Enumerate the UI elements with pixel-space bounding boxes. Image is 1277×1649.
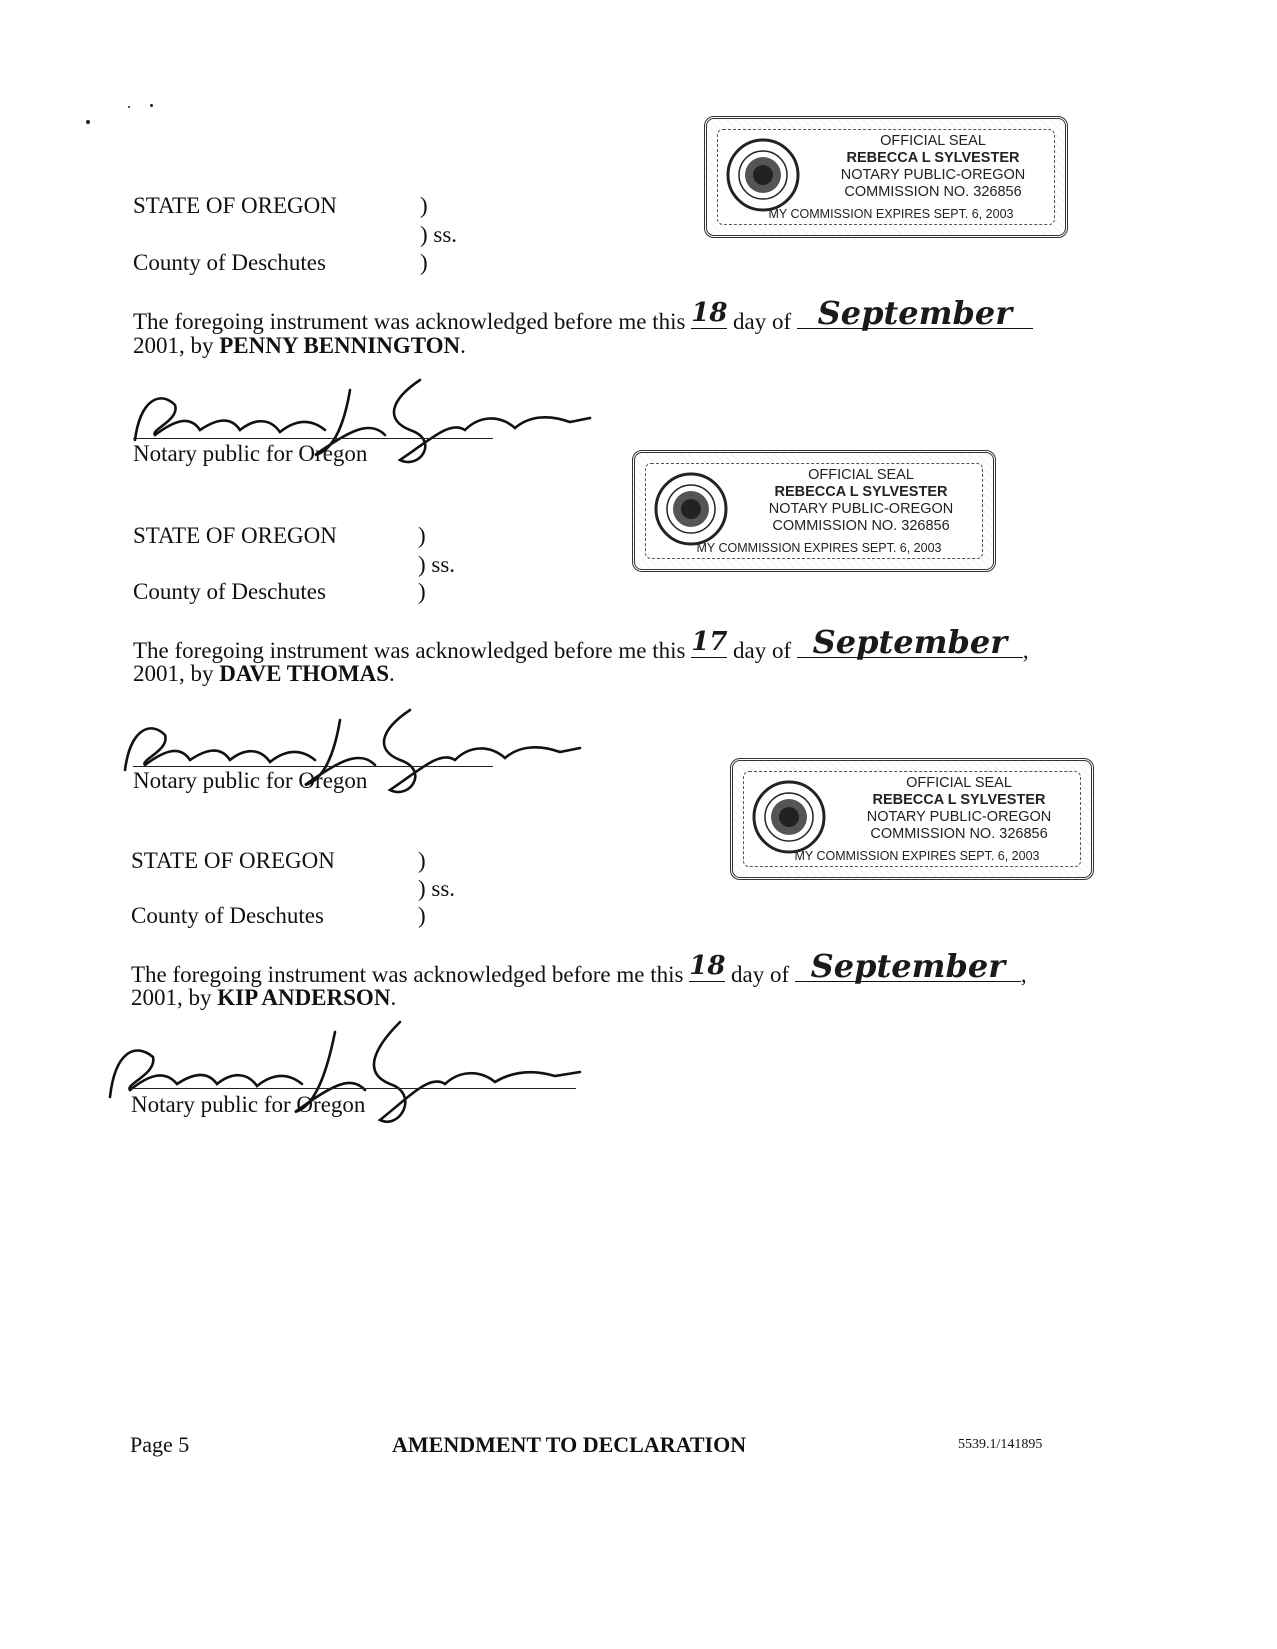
year-by-text: 2001, by [133, 333, 214, 358]
year-by-text: 2001, by [131, 985, 212, 1010]
seal-office: NOTARY PUBLIC-OREGON [840, 167, 1026, 183]
state-label: STATE OF OREGON [133, 523, 337, 548]
state-seal-emblem-icon [653, 471, 729, 547]
state-seal-emblem-icon [751, 779, 827, 855]
venue-ss: ) ss. [418, 876, 456, 901]
month-handwritten: September [810, 947, 1006, 985]
official-seal-stamp [704, 116, 1068, 238]
acknowledgment-person-line: 2001, by KIP ANDERSON. [131, 985, 397, 1010]
notary-label: Notary public for Oregon [133, 441, 368, 466]
county-label: County of Deschutes [133, 579, 326, 604]
document-number: 5539.1/141895 [958, 1437, 1043, 1452]
acknowledgment-text: The foregoing instrument was acknowledged before me this [133, 638, 686, 663]
acknowledgment-person-line: 2001, by DAVE THOMAS. [133, 661, 395, 686]
month-field [797, 294, 1033, 332]
month-handwritten: September [812, 623, 1008, 661]
month-field [797, 623, 1023, 661]
state-label: STATE OF OREGON [133, 193, 337, 218]
county-label: County of Deschutes [133, 250, 326, 275]
day-field [689, 951, 726, 982]
person-name: PENNY BENNINGTON [219, 333, 461, 358]
seal-commission: COMMISSION NO. 326856 [772, 518, 950, 534]
person-name: DAVE THOMAS [219, 661, 390, 686]
seal-commission: COMMISSION NO. 326856 [870, 826, 1048, 842]
seal-text [817, 133, 1049, 201]
document-title: AMENDMENT TO DECLARATION [392, 1432, 747, 1457]
stray-mark [150, 104, 153, 107]
notary-label: Notary public for Oregon [131, 1092, 366, 1117]
venue-paren: ) [420, 250, 428, 275]
venue-paren: ) [418, 903, 426, 928]
day-handwritten: 17 [691, 627, 728, 657]
day-of-text: day of [732, 638, 792, 663]
seal-name: REBECCA L SYLVESTER [872, 792, 1046, 808]
person-name: KIP ANDERSON [217, 985, 391, 1010]
seal-commission: COMMISSION NO. 326856 [844, 184, 1022, 200]
signature-line [131, 1088, 576, 1089]
seal-title: OFFICIAL SEAL [808, 467, 914, 483]
venue-paren: ) [418, 523, 426, 548]
acknowledgment-text: The foregoing instrument was acknowledged before me this [131, 962, 684, 987]
year-by-text: 2001, by [133, 661, 214, 686]
seal-title: OFFICIAL SEAL [906, 775, 1012, 791]
county-label: County of Deschutes [131, 903, 324, 928]
acknowledgment-line: The foregoing instrument was acknowledged before me this 17 day of September , [133, 623, 1029, 663]
day-handwritten: 18 [691, 298, 728, 328]
seal-text [745, 467, 977, 535]
stray-mark [128, 106, 130, 108]
seal-text [843, 775, 1075, 843]
day-of-text: day of [732, 309, 792, 334]
day-of-text: day of [730, 962, 790, 987]
seal-expiration: MY COMMISSION EXPIRES SEPT. 6, 2003 [794, 849, 1040, 863]
state-seal-emblem-icon [725, 137, 801, 213]
month-field [795, 947, 1021, 985]
seal-expiration: MY COMMISSION EXPIRES SEPT. 6, 2003 [696, 541, 942, 555]
seal-name: REBECCA L SYLVESTER [774, 484, 948, 500]
official-seal-stamp [632, 450, 996, 572]
seal-title: OFFICIAL SEAL [880, 133, 986, 149]
acknowledgment-person-line: 2001, by PENNY BENNINGTON. [133, 333, 466, 358]
month-handwritten: September [817, 294, 1013, 332]
signature-line [133, 766, 493, 767]
signature-line [133, 438, 493, 439]
seal-name: REBECCA L SYLVESTER [846, 150, 1020, 166]
venue-paren: ) [420, 193, 428, 218]
seal-office: NOTARY PUBLIC-OREGON [768, 501, 954, 517]
venue-paren: ) [418, 579, 426, 604]
notary-label: Notary public for Oregon [133, 768, 368, 793]
acknowledgment-line: The foregoing instrument was acknowledged before me this 18 day of September , [131, 947, 1027, 987]
venue-ss: ) ss. [420, 222, 458, 247]
seal-office: NOTARY PUBLIC-OREGON [866, 809, 1052, 825]
acknowledgment-text: The foregoing instrument was acknowledged before me this [133, 309, 686, 334]
day-field [691, 627, 728, 658]
day-field [691, 298, 728, 329]
official-seal-stamp [730, 758, 1094, 880]
venue-ss: ) ss. [418, 552, 456, 577]
venue-paren: ) [418, 848, 426, 873]
page-number: Page 5 [130, 1432, 190, 1457]
stray-mark [86, 120, 90, 124]
day-handwritten: 18 [689, 951, 726, 981]
seal-expiration: MY COMMISSION EXPIRES SEPT. 6, 2003 [768, 207, 1014, 221]
state-label: STATE OF OREGON [131, 848, 335, 873]
acknowledgment-line [133, 294, 1033, 335]
